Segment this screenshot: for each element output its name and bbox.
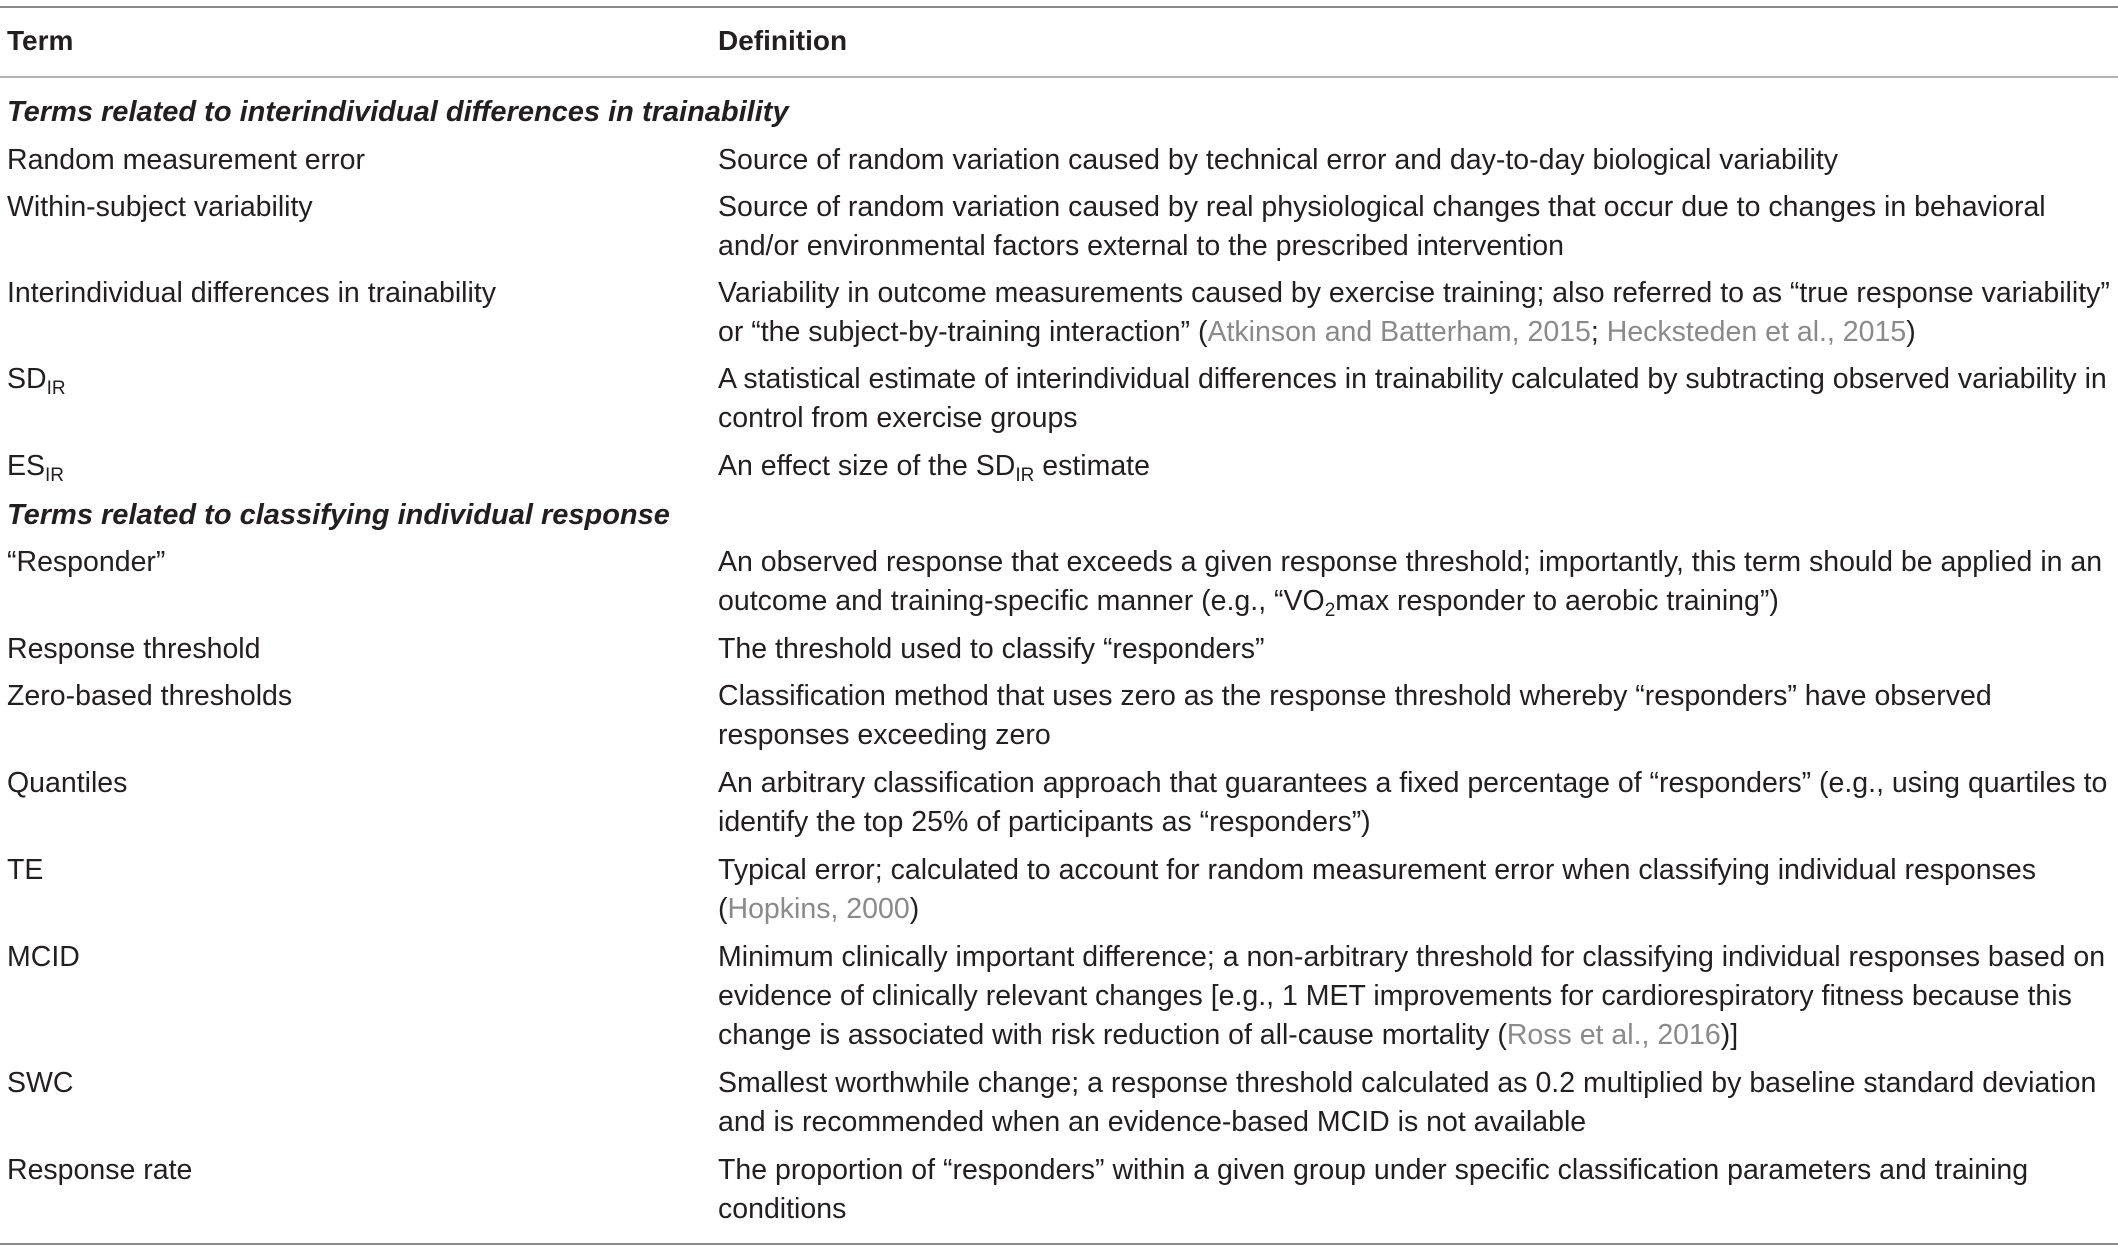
definition-line: An observed response that exceeds a given response threshold; importantly, this term should be applied in an — [718, 546, 2103, 578]
definition-line: Typical error; calculated to account for random measurement error when classifying individual responses — [718, 854, 2036, 886]
definition-cell — [718, 543, 2113, 621]
term-cell: Random measurement error — [7, 144, 365, 176]
section-heading-classifying: Terms related to classifying individual response — [7, 499, 670, 531]
term-cell: SWC — [7, 1067, 74, 1099]
definition-line — [718, 582, 2113, 621]
definition-text: outcome and training-specific manner (e.g., “VO — [718, 585, 1325, 617]
definition-line: Smallest worthwhile change; a response threshold calculated as 0.2 multiplied by baseline standard deviation — [718, 1067, 2097, 1099]
term-subscript: IR — [45, 465, 65, 486]
definition-line — [718, 1016, 2113, 1055]
definition-text: max responder to aerobic training”) — [1335, 585, 1779, 617]
definition-cell — [718, 1151, 2113, 1229]
definition-subscript: 2 — [1324, 600, 1336, 621]
definition-cell — [718, 764, 2113, 842]
term-cell — [7, 447, 687, 486]
definition-text: change is associated with risk reduction of all-cause mortality ( — [718, 1019, 1507, 1051]
citation-link[interactable]: Hecksteden et al., 2015 — [1606, 316, 1907, 348]
term-cell: Interindividual differences in trainability — [7, 277, 496, 309]
top-rule — [0, 6, 2118, 8]
definition-text: )] — [1720, 1019, 1739, 1051]
definition-line — [718, 313, 2113, 352]
definition-cell — [718, 274, 2113, 352]
definition-text: estimate — [1034, 450, 1150, 482]
citation-link[interactable]: Ross et al., 2016 — [1506, 1019, 1721, 1051]
column-header-term: Term — [7, 25, 74, 56]
definition-subscript: IR — [1015, 465, 1035, 486]
term-cell: Response threshold — [7, 633, 261, 665]
definition-cell — [718, 938, 2113, 1055]
definition-cell — [718, 360, 2113, 438]
term-cell: Response rate — [7, 1154, 193, 1186]
term-cell: MCID — [7, 941, 80, 973]
definition-line: and is recommended when an evidence-based MCID is not available — [718, 1106, 1587, 1138]
section-heading-trainability: Terms related to interindividual differences in trainability — [7, 96, 789, 128]
term-cell: Within-subject variability — [7, 191, 313, 223]
term-cell: “Responder” — [7, 546, 166, 578]
column-header-definition: Definition — [718, 25, 848, 56]
definition-line: control from exercise groups — [718, 402, 1078, 434]
definition-line: The proportion of “responders” within a given group under specific classification parameters and training — [718, 1154, 2029, 1186]
definition-cell — [718, 851, 2113, 929]
definition-line: Minimum clinically important difference; a non-arbitrary threshold for classifying individual responses based on — [718, 941, 2106, 973]
term-cell: Zero-based thresholds — [7, 680, 293, 712]
term-cell: Quantiles — [7, 767, 128, 799]
definition-line: identify the top 25% of participants as “responders”) — [718, 806, 1371, 838]
definition-line: responses exceeding zero — [718, 719, 1051, 751]
definition-text: or “the subject-by-training interaction” ( — [718, 316, 1208, 348]
citation-link[interactable]: Atkinson and Batterham, 2015 — [1207, 316, 1591, 348]
header-rule — [0, 76, 2118, 78]
definition-cell — [718, 447, 2113, 486]
term-cell — [7, 360, 687, 399]
term-text: ES — [7, 450, 46, 482]
citation-separator: ; — [1590, 316, 1607, 348]
definition-line: evidence of clinically relevant changes [e.g., 1 MET improvements for cardiorespiratory fitness because this — [718, 980, 2072, 1012]
definition-text: ) — [909, 893, 920, 925]
definition-line: Classification method that uses zero as the response threshold whereby “responders” have observed — [718, 680, 1992, 712]
definition-line: An arbitrary classification approach that guarantees a fixed percentage of “responders” (e.g., using quartiles to — [718, 767, 2108, 799]
definition-cell: The threshold used to classify “responders” — [718, 633, 1265, 665]
definition-line: conditions — [718, 1193, 847, 1225]
definition-text: ( — [718, 893, 728, 925]
definition-line: and/or environmental factors external to the prescribed intervention — [718, 230, 1564, 262]
citation-link[interactable]: Hopkins, 2000 — [727, 893, 910, 925]
bottom-rule — [0, 1243, 2118, 1245]
term-text: SD — [7, 363, 47, 395]
definition-cell — [718, 677, 2113, 755]
definition-line: A statistical estimate of interindividual differences in trainability calculated by subtracting observed variability in — [718, 363, 2107, 395]
definition-line — [718, 890, 2113, 929]
definition-cell — [718, 1064, 2113, 1142]
term-subscript: IR — [46, 378, 66, 399]
definition-line: Variability in outcome measurements caused by exercise training; also referred to as “true response variability” — [718, 277, 2110, 309]
definition-text: ) — [1906, 316, 1916, 348]
definition-text: An effect size of the SD — [718, 450, 1016, 482]
definition-cell: Source of random variation caused by technical error and day-to-day biological variability — [718, 144, 1839, 176]
definition-line: Source of random variation caused by real physiological changes that occur due to changes in behavioral — [718, 191, 2046, 223]
definition-cell — [718, 188, 2113, 266]
term-cell: TE — [7, 854, 44, 886]
